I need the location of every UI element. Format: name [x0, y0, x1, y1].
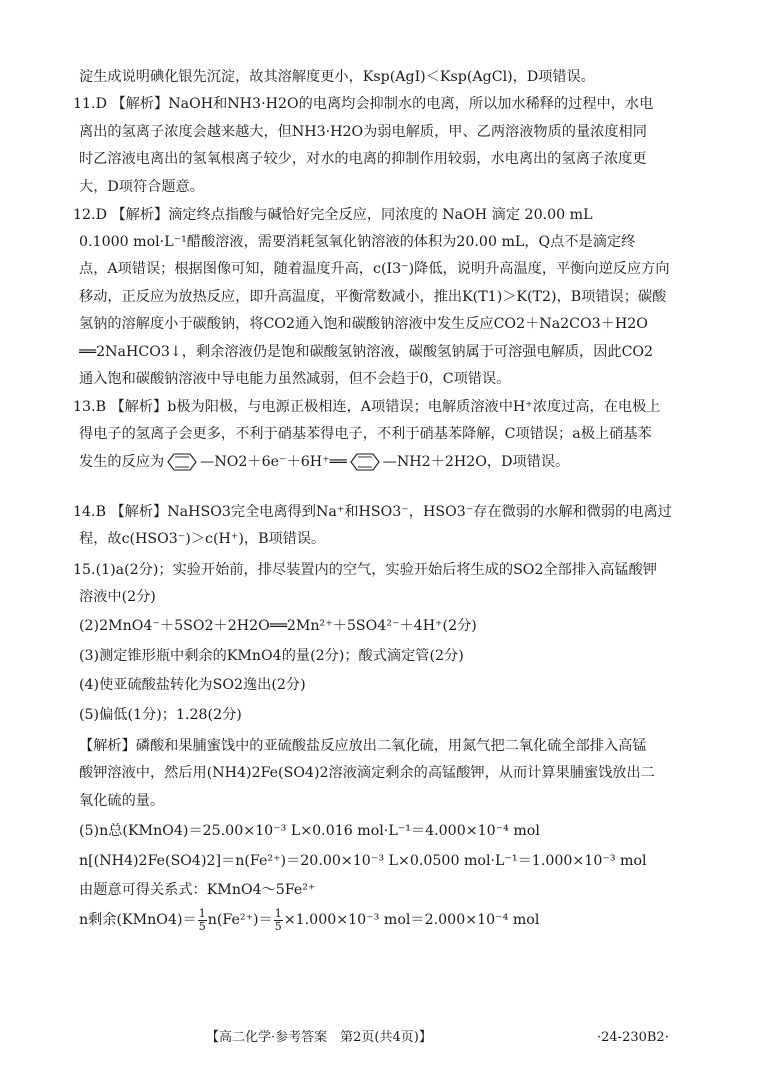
- amino-group: —NH2: [382, 454, 431, 470]
- answer-12-line-1: 12.D 【解析】滴定终点指酸与碱恰好完全反应，同浓度的 NaOH 滴定 20.00 mL: [73, 207, 593, 223]
- answer-14-line-2: 程，故c(HSO3⁻)＞c(H⁺)，B项错误。: [79, 531, 326, 547]
- page-footer: [0, 1026, 764, 1050]
- fraction-numerator: 1: [198, 906, 206, 920]
- answer-11-line-4: 大，D项符合题意。: [79, 179, 204, 195]
- fraction-denominator: 5: [198, 919, 206, 933]
- answer-15-line-2: 溶液中(2分): [79, 589, 156, 605]
- answer-13-line-2: 得电子的氢离子会更多，不利于硝基苯得电子，不利于硝基苯降解，C项错误；a极上硝基苯: [79, 426, 652, 442]
- line-1: 淀生成说明碘化银先沉淀，故其溶解度更小，Ksp(AgI)＜Ksp(AgCl)，D项错误。: [79, 69, 595, 85]
- answer-12-line-5: 氢钠的溶解度小于碳酸钠，将CO2通入饱和碳酸钠溶液中发生反应CO2＋Na2CO3＋H2O: [79, 316, 648, 332]
- answer-14-line-1: 14.B 【解析】NaHSO3完全电离得到Na⁺和HSO3⁻，HSO3⁻存在微弱的水解和微弱的电离过: [73, 504, 672, 520]
- reaction-suffix: ＋2H2O，D项错误。: [430, 454, 570, 470]
- answer-13-line-1: 13.B 【解析】b极为阳极，与电源正极相连，A项错误；电解质溶液中H⁺浓度过高，在电极上: [73, 399, 661, 415]
- answer-15-part-2: (2)2MnO4⁻＋5SO2＋2H2O══2Mn²⁺＋5SO4²⁻＋4H⁺(2分): [79, 618, 477, 634]
- answer-11-line-2: 离出的氢离子浓度会越来越大，但NH3·H2O为弱电解质，甲、乙两溶液物质的量浓度相同: [79, 124, 647, 140]
- remain-rhs: ×1.000×10⁻³ mol＝2.000×10⁻⁴ mol: [283, 912, 540, 928]
- benzene-ring-icon: [164, 452, 200, 472]
- answer-15-line-1: 15.(1)a(2分)；实验开始前，排尽装置内的空气，实验开始后将生成的SO2全部排入高锰酸钾: [73, 562, 657, 578]
- calc-line-2: n[(NH4)2Fe(SO4)2]＝n(Fe²⁺)＝20.00×10⁻³ L×0.0500 mol·L⁻¹＝1.000×10⁻³ mol: [79, 853, 647, 869]
- remain-lhs: n剩余(KMnO4)＝: [79, 912, 197, 928]
- calc-line-remaining: [79, 903, 689, 937]
- answer-12-line-2: 0.1000 mol·L⁻¹醋酸溶液，需要消耗氢氧化钠溶液的体积为20.00 mL，Q点不是滴定终: [79, 234, 636, 250]
- fraction-denominator: 5: [274, 919, 282, 933]
- footer-title: 【高二化学·参考答案 第2页(共4页)】: [206, 1030, 432, 1045]
- calc-line-3: 由题意可得关系式：KMnO4～5Fe²⁺: [79, 882, 316, 898]
- answer-15-part-3: (3)测定锥形瓶中剩余的KMnO4的量(2分)；酸式滴定管(2分): [79, 648, 464, 664]
- answer-15-part-4: (4)使亚硫酸盐转化为SO2逸出(2分): [79, 677, 306, 693]
- footer-code: ·24-230B2·: [597, 1030, 669, 1045]
- analysis-line-2: 酸钾溶液中，然后用(NH4)2Fe(SO4)2溶液滴定剩余的高锰酸钾，从而计算果脯蜜饯放出二: [79, 765, 655, 781]
- nitro-group: —NO2: [200, 454, 248, 470]
- reaction-middle: ＋6e⁻＋6H⁺══: [247, 454, 347, 470]
- remain-mid: n(Fe²⁺)＝: [207, 912, 273, 928]
- answer-13-reaction-line: [79, 449, 689, 475]
- analysis-line-1: 【解析】磷酸和果脯蜜饯中的亚硫酸盐反应放出二氧化硫，用氮气把二氧化硫全部排入高锰: [79, 738, 647, 754]
- answer-12-line-3: 点，A项错误；根据图像可知，随着温度升高，c(I3⁻)降低，说明升高温度，平衡向逆反应方向: [79, 261, 670, 277]
- fraction-one-fifth: [198, 908, 207, 933]
- answer-12-line-4: 移动，正反应为放热反应，即升高温度，平衡常数减小，推出K(T1)＞K(T2)，B项错误；碳酸: [79, 289, 667, 305]
- answer-11-line-3: 时乙溶液电离出的氢氧根离子较少，对水的电离的抑制作用较弱，水电离出的氢离子浓度更: [79, 151, 647, 167]
- answer-12-line-6: ══2NaHCO3↓，剩余溶液仍是饱和碳酸氢钠溶液，碳酸氢钠属于可溶强电解质，因此CO2: [79, 344, 654, 360]
- reaction-prefix: 发生的反应为: [79, 454, 165, 470]
- benzene-ring-icon: [347, 452, 383, 472]
- fraction-one-fifth: [274, 908, 283, 933]
- calc-line-1: (5)n总(KMnO4)＝25.00×10⁻³ L×0.016 mol·L⁻¹＝4.000×10⁻⁴ mol: [79, 823, 540, 839]
- fraction-numerator: 1: [274, 906, 282, 920]
- answer-12-line-7: 通入饱和碳酸钠溶液中导电能力虽然减弱，但不会趋于0，C项错误。: [79, 371, 511, 387]
- answer-11-line-1: 11.D 【解析】NaOH和NH3·H2O的电离均会抑制水的电离，所以加水稀释的过程中，水电: [73, 96, 654, 112]
- answer-15-part-5: (5)偏低(1分)；1.28(2分): [79, 707, 242, 723]
- analysis-line-3: 氧化硫的量。: [79, 793, 165, 809]
